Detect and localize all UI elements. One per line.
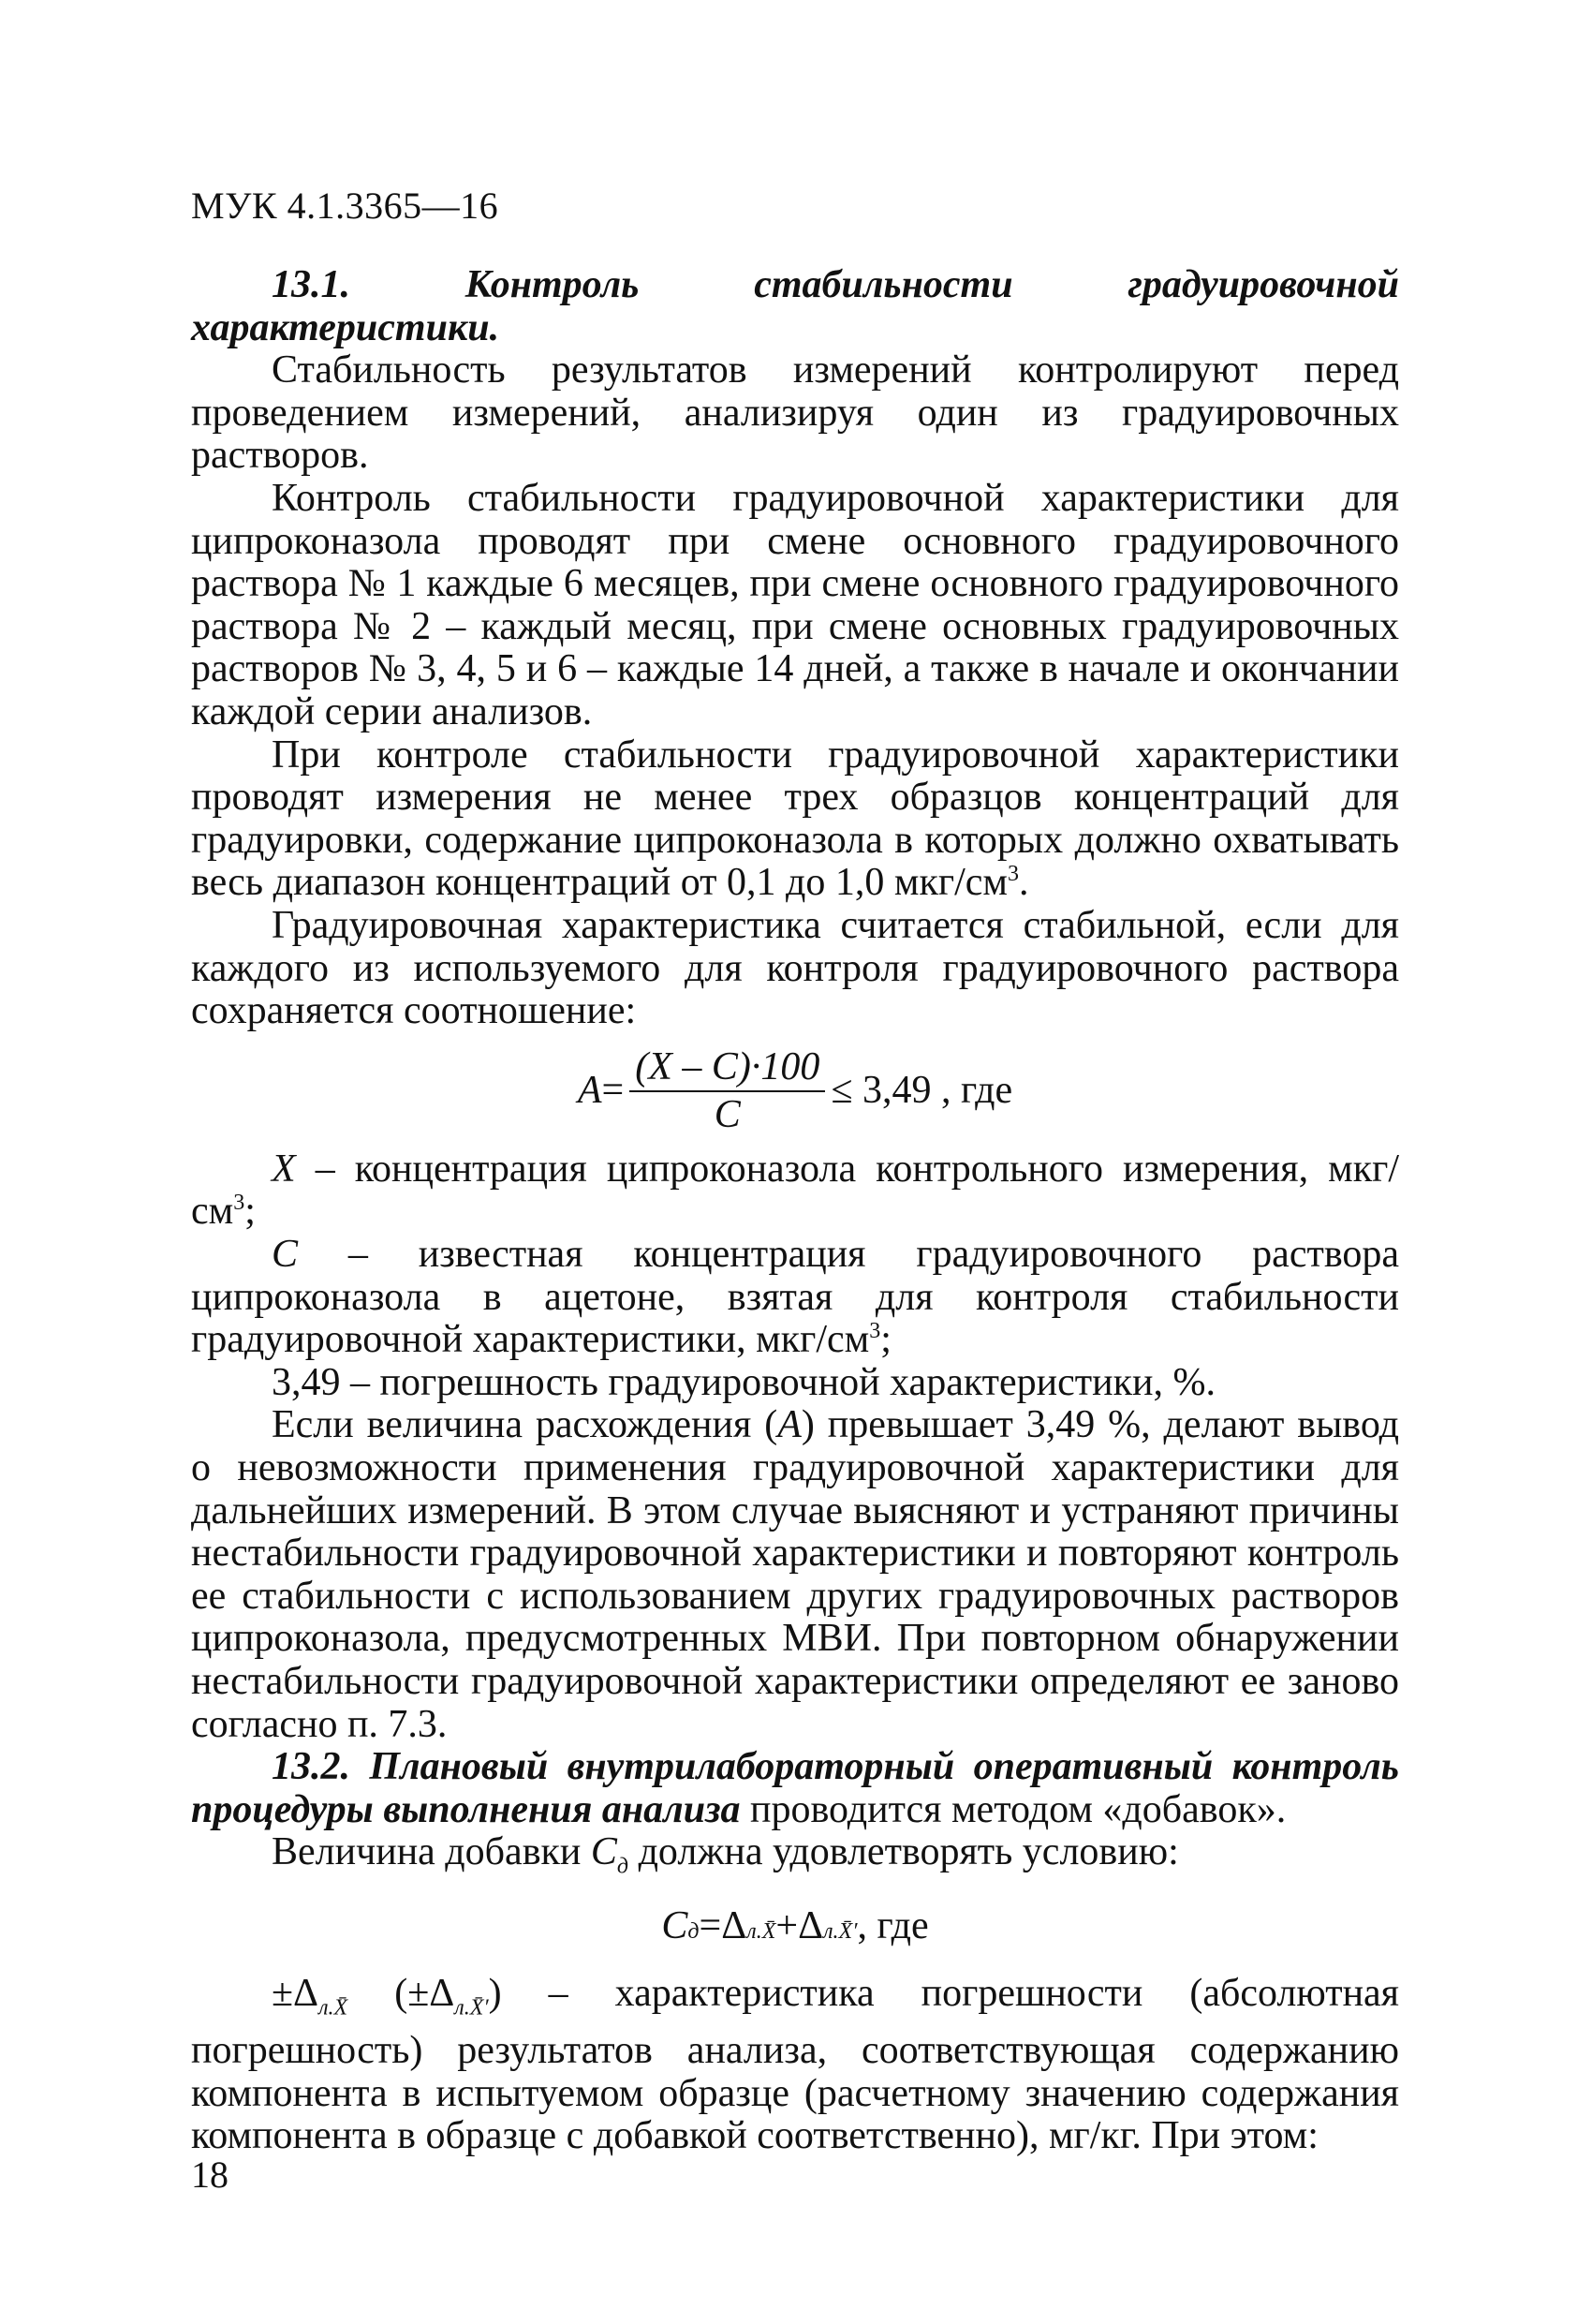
formula-additive: C д = Δ л.X̄ + Δ л.X̄′ , где — [661, 1904, 929, 1948]
definition-349: 3,49 – погрешность градуировочной характеристики, %. — [272, 1360, 1216, 1404]
document-header: МУК 4.1.3365—16 — [191, 185, 499, 227]
formula-stability — [191, 1046, 1399, 1137]
section-13-1-heading — [191, 264, 1399, 349]
formula-lhs: A — [577, 1069, 602, 1113]
paragraph-stability: Стабильность результатов измерений контролируют перед проведением измерений, анализируя один из градуировочных растворов. — [191, 348, 1399, 478]
formula-fraction — [629, 1046, 825, 1137]
page-content — [191, 264, 1399, 2158]
paragraph-measurements: При контроле стабильности градуировочной характеристики проводят измерения не менее трех образцов концентраций для градуировки, содержание ципроконазола в которых должно охватывать весь диапазон концентраций от 0,1 до 1,0 мкг/$см^3$. — [191, 733, 1399, 905]
section-13-2-title: 13.2. Плановый внутрилабораторный оперативный контроль процедуры выполнения анализа — [191, 1745, 1399, 1831]
paragraph-criterion: Градуировочная характеристика считается стабильной, если для каждого из используемого для контроля градуировочного раствора сохраняется соотношение: — [191, 903, 1399, 1033]
page-number: 18 — [191, 2154, 228, 2196]
paragraph-deviation: Если величина расхождения (A) превышает 3,49 %, делают вывод о невозможности применения градуировочной характеристики для дальнейших измерений. В этом случае выясняют и устраняют причины нестабильности градуировочной характеристики и повторяют контроль ее стабильности с использованием других градуировочных растворов ципроконазола, предусмотренных МВИ. При повторном обнаружении нестабильности градуировочной характеристики определяют ее заново согласно п. 7.3. — [191, 1403, 1399, 1746]
definition-c: C – известная концентрация градуировочного раствора ципроконазола в ацетоне, взятая для контроля стабильности градуировочной характеристики, мкг/$см^3$; — [191, 1233, 1399, 1362]
paragraph-additive: Величина добавки $C_д$ должна удовлетворять условию: — [272, 1830, 1179, 1879]
formula-numerator: (X – C)·100 — [629, 1046, 825, 1093]
section-13-1-title: 13.1. Контроль стабильности градуировочной характеристики. — [191, 263, 1399, 349]
section-13-2-heading: 13.2. Плановый внутрилабораторный оперативный контроль процедуры выполнения анализа проводится методом «добавок». — [191, 1745, 1399, 1831]
definition-delta: $\pm\Delta_{л.X̄}$ $(\pm\Delta_{л.X̄'})$ – характеристика погрешности (абсолютная погрешность) результатов анализа, соответствующая содержанию компонента в испытуемом образце (расчетному значению содержания компонента в образце с добавкой соответственно), мг/кг. При этом: — [191, 1971, 1400, 2158]
definition-x: X – концентрация ципроконазола контрольного измерения, мкг/$см^3$; — [191, 1147, 1399, 1234]
formula-rhs: ≤ 3,49 , где — [831, 1069, 1013, 1113]
formula-denominator: C — [714, 1093, 741, 1137]
paragraph-control-schedule: Контроль стабильности градуировочной характеристики для ципроконазола проводят при смене основного градуировочного раствора № 1 каждые 6 месяцев, при смене основного градуировочного раствора № 2 – каждый месяц, при смене основных градуировочных растворов № 3, 4, 5 и 6 – каждые 14 дней, а также в начале и окончании каждой серии анализов. — [191, 476, 1399, 733]
formula-equals: = — [601, 1069, 625, 1113]
